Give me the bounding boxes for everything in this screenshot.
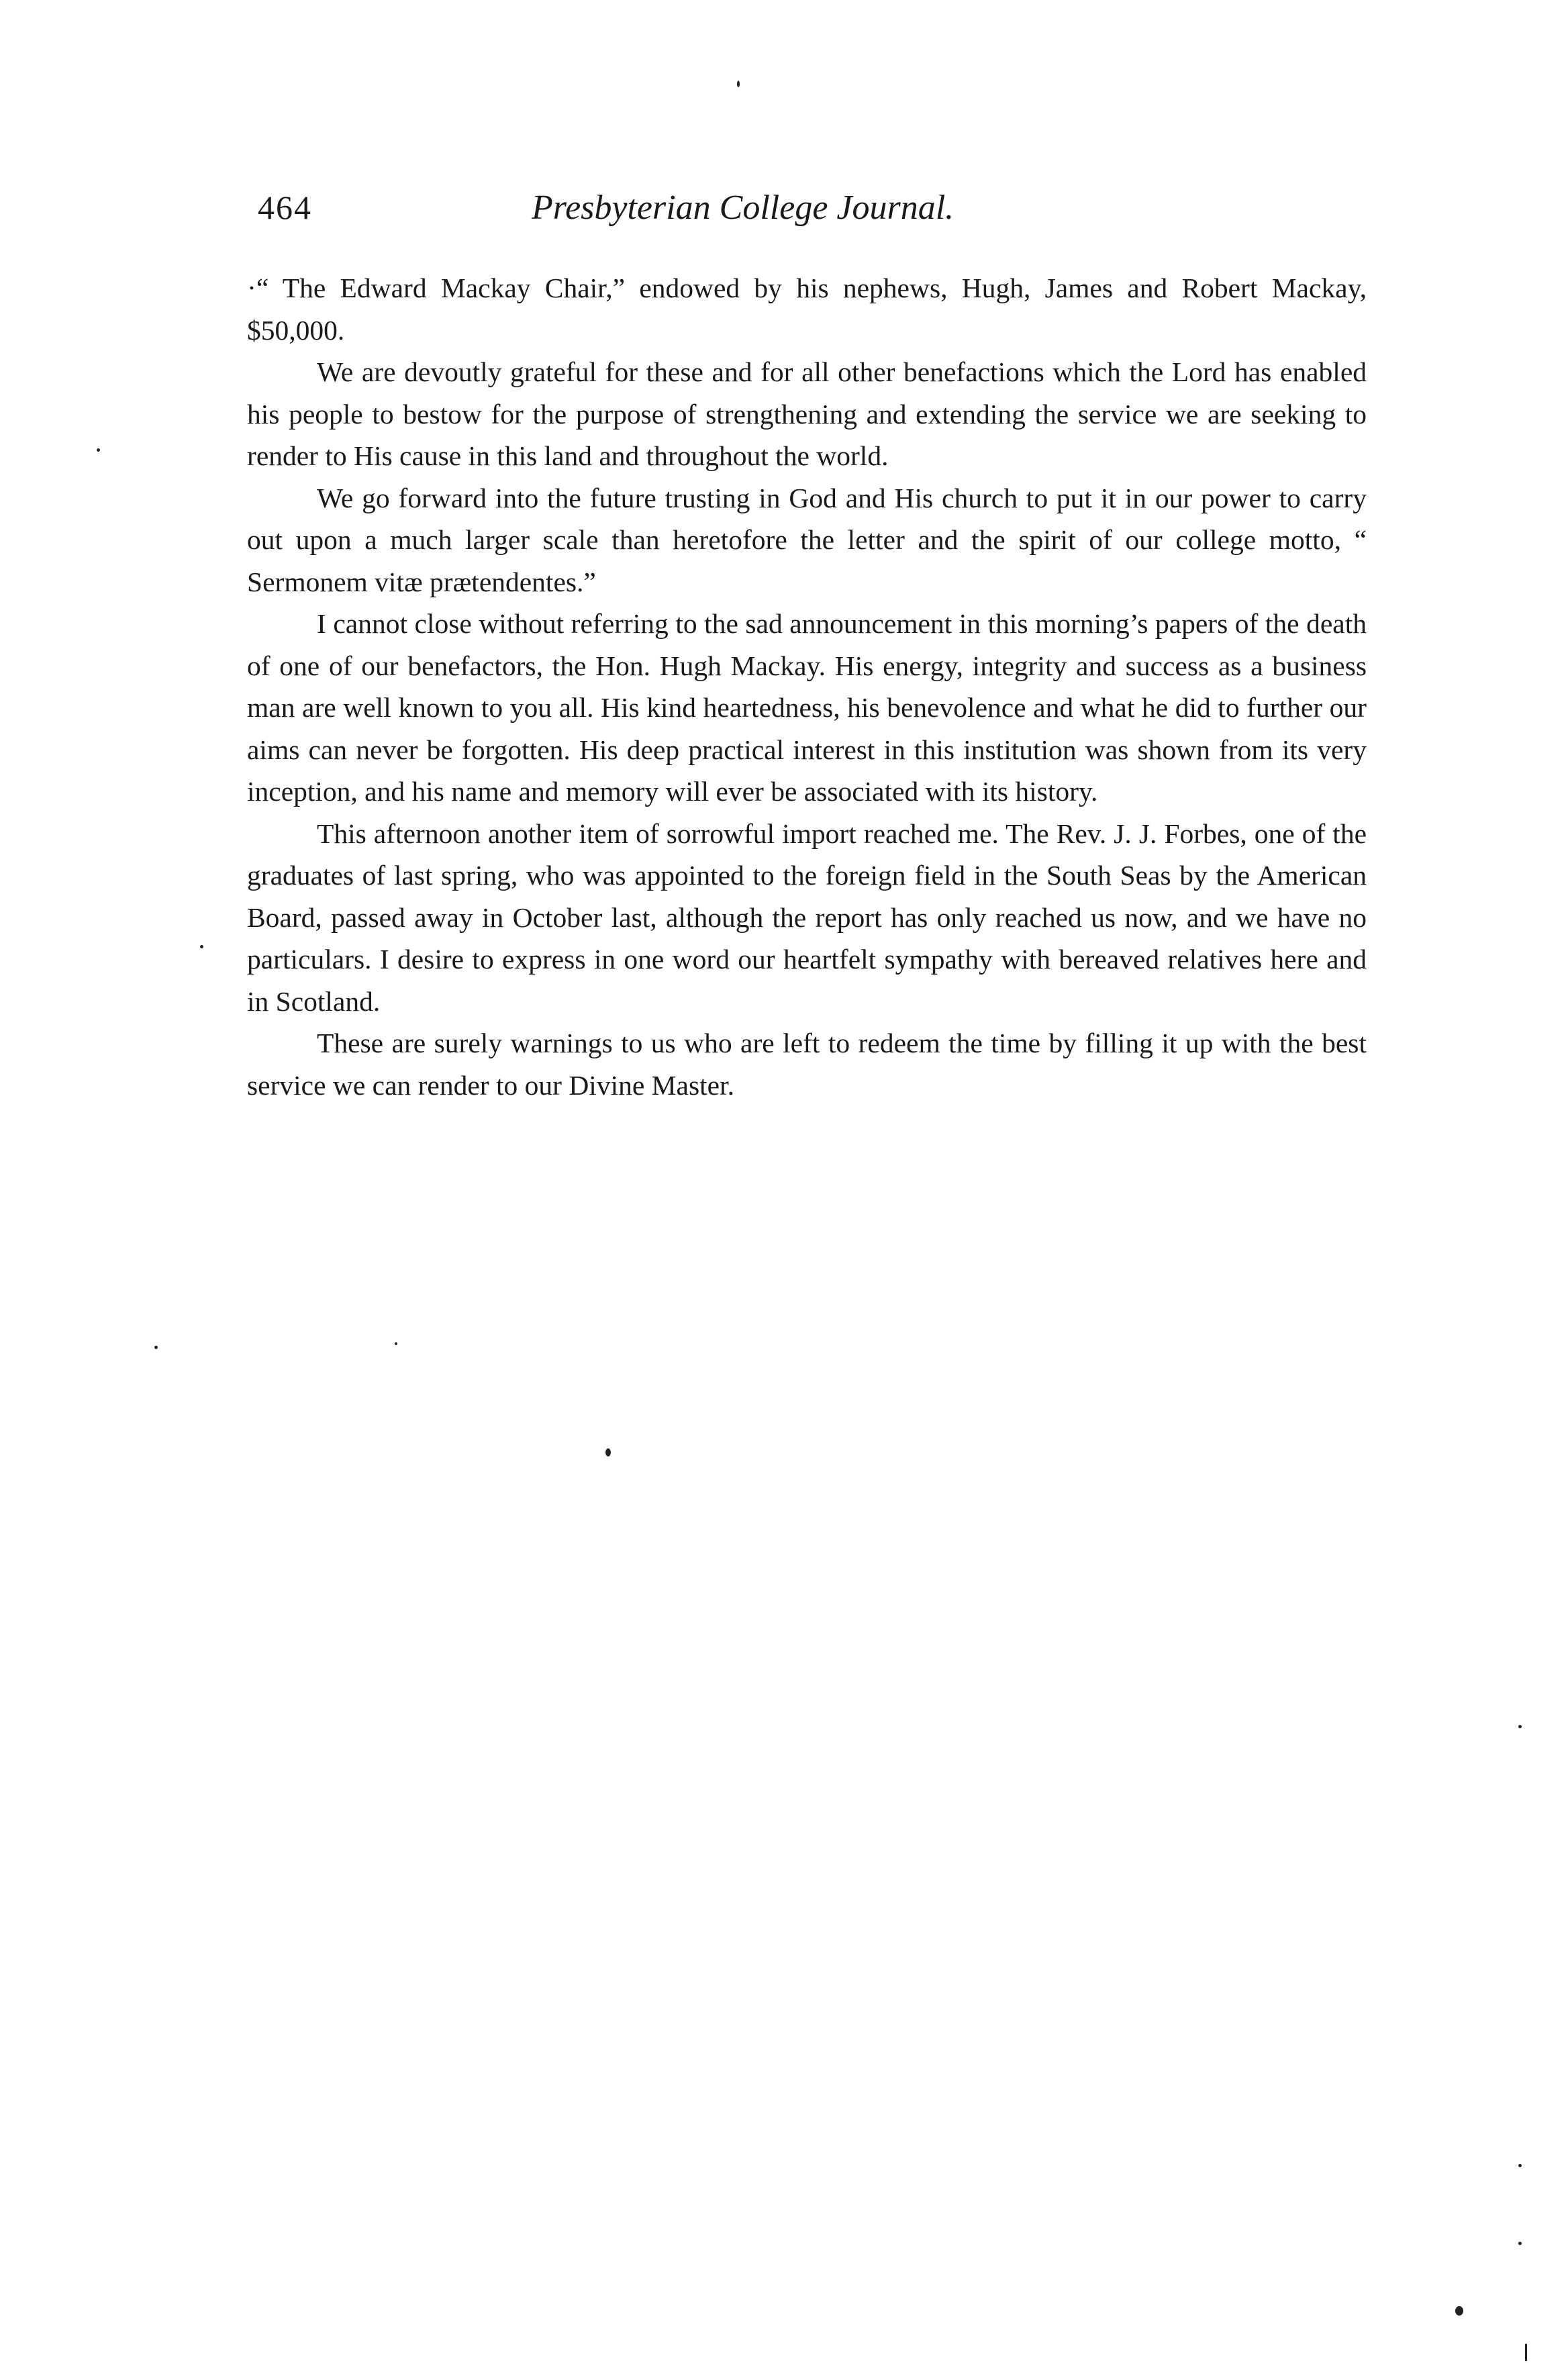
paragraph-hugh-mackay: I cannot close without referring to the sad announcement in this morning’s papers of the death of one of our benefactors, the Hon. Hugh Mackay. His energy, integrity and success as a business man are well known to you all. His kind heartedness, his benevolence and what he did to further our aims can never be forgotten. His deep practical interest in this institution was shown from its very inception, and his name and memory will ever be associated with its history. xyxy=(247,608,1367,807)
scan-speck xyxy=(1518,2164,1522,2167)
running-title: Presbyterian College Journal. xyxy=(532,189,954,227)
page-header xyxy=(250,188,1364,242)
scan-speck xyxy=(154,1346,158,1349)
paragraph-warnings: These are surely warnings to us who are left to redeem the time by filling it up with the best service we can render to our Divine Master. xyxy=(247,1028,1367,1101)
scan-speck xyxy=(97,448,100,452)
paragraph-gratitude: We are devoutly grateful for these and for all other benefactions which the Lord has enabled his people to bestow for the purpose of strengthening and extending the service we are seeking to render to His cause in this land and throughout the world. xyxy=(247,356,1367,471)
scan-speck xyxy=(200,945,203,948)
scan-speck xyxy=(1518,1725,1522,1728)
scan-speck xyxy=(737,81,740,87)
scan-speck xyxy=(395,1342,397,1345)
paragraph-forbes: This afternoon another item of sorrowful import reached me. The Rev. J. J. Forbes, one of the graduates of last spring, who was appointed to the foreign field in the South Seas by the American Board, passed away in October last, although the report has only reached us now, and we have no particulars. I desire to express in one word our heartfelt sympathy with bereaved relatives here and in Scotland. xyxy=(247,817,1367,1017)
paragraph-endowment: ·“ The Edward Mackay Chair,” endowed by his nephews, Hugh, James and Robert Mackay, $50,000. xyxy=(247,272,1367,346)
scan-speck xyxy=(1455,2306,1463,2316)
article-body xyxy=(247,267,1367,1106)
scan-speck xyxy=(605,1448,611,1456)
scan-speck xyxy=(1518,2242,1522,2245)
page-number: 464 xyxy=(258,189,312,226)
paragraph-future: We go forward into the future trusting in God and His church to put it in our power to carry out upon a much larger scale than heretofore the letter and the spirit of our college motto, “ Sermonem vitæ prætendentes.” xyxy=(247,482,1367,597)
scan-speck xyxy=(1525,2344,1527,2361)
